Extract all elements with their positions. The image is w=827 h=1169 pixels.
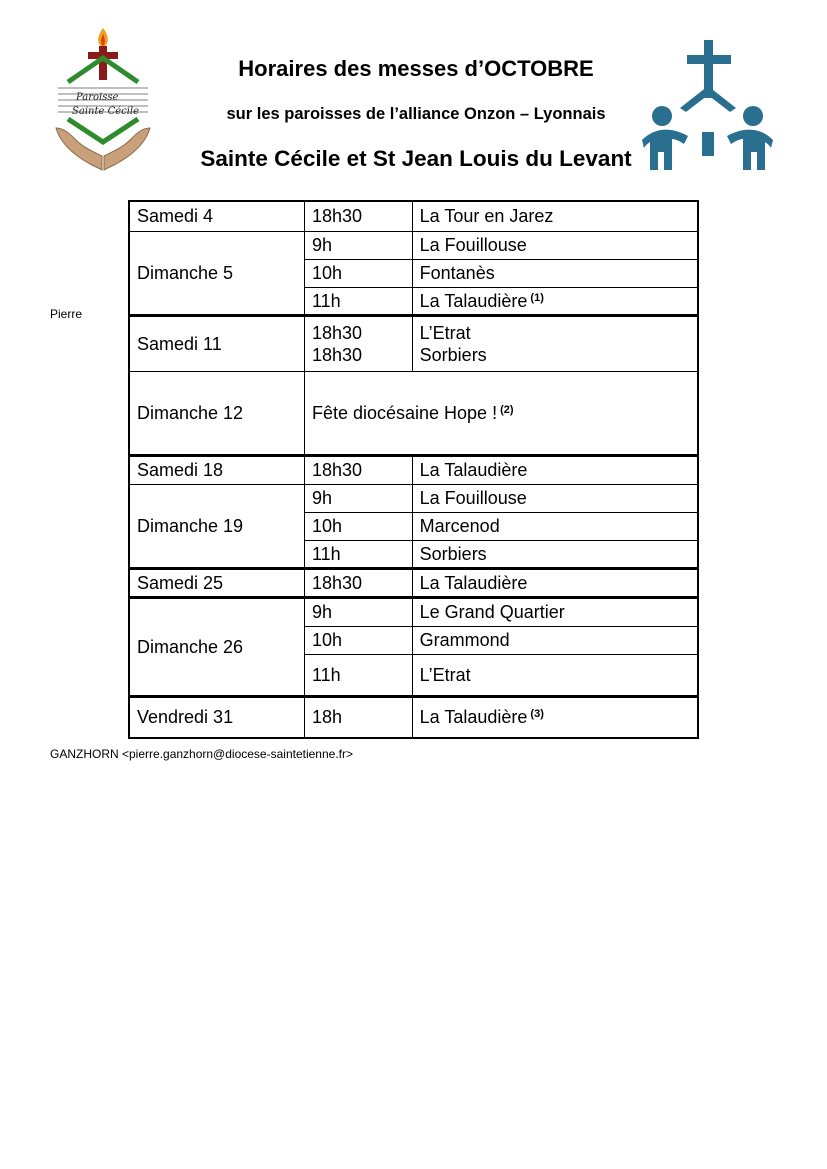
place-cell: La Tour en Jarez xyxy=(412,201,698,231)
parishes-heading: Sainte Cécile et St Jean Louis du Levant xyxy=(200,146,632,171)
time-cell: 11h xyxy=(304,654,412,696)
time-cell: 10h xyxy=(304,626,412,654)
footnote-marker: (2) xyxy=(500,403,514,416)
place-cell xyxy=(412,315,698,371)
time-cell: 10h xyxy=(304,512,412,540)
place-cell: Fontanès xyxy=(412,259,698,287)
place-cell: Marcenod xyxy=(412,512,698,540)
time-cell: 9h xyxy=(304,597,412,626)
time-cell: 9h xyxy=(304,231,412,259)
place-cell xyxy=(412,696,698,738)
table-row xyxy=(129,231,698,259)
day-cell: Samedi 4 xyxy=(129,201,304,231)
page-subtitle: sur les paroisses de l’alliance Onzon – Lyonnais xyxy=(226,105,606,123)
place-cell: La Fouillouse xyxy=(412,231,698,259)
place-cell: La Fouillouse xyxy=(412,484,698,512)
table-row xyxy=(129,696,698,738)
place-cell: La Talaudière xyxy=(412,568,698,597)
table-row xyxy=(129,455,698,484)
footnote-marker: (3) xyxy=(530,708,544,721)
table-row xyxy=(129,484,698,512)
time-cell: 18h xyxy=(304,696,412,738)
place-cell: Sorbiers xyxy=(412,540,698,568)
day-cell: Vendredi 31 xyxy=(129,696,304,738)
place-name: La Talaudière xyxy=(419,707,528,728)
day-cell: Samedi 11 xyxy=(129,315,304,371)
place-cell: Le Grand Quartier xyxy=(412,597,698,626)
table-row xyxy=(129,371,698,455)
table-row xyxy=(129,568,698,597)
place-name: La Talaudière xyxy=(419,290,528,311)
mass-schedule-table xyxy=(128,200,699,739)
day-cell: Dimanche 19 xyxy=(129,484,304,568)
time-cell: 11h xyxy=(304,540,412,568)
time-cell xyxy=(304,315,412,371)
event-name: Fête diocésaine Hope ! xyxy=(311,402,498,423)
time-value: 18h30 xyxy=(311,322,363,343)
table-row xyxy=(129,315,698,371)
time-cell: 10h xyxy=(304,259,412,287)
event-cell xyxy=(304,371,698,455)
day-cell: Dimanche 12 xyxy=(129,371,304,455)
day-cell: Samedi 25 xyxy=(129,568,304,597)
time-cell: 18h30 xyxy=(304,568,412,597)
day-cell: Samedi 18 xyxy=(129,455,304,484)
place-name: Sorbiers xyxy=(419,344,487,365)
time-cell: 11h xyxy=(304,287,412,315)
time-value: 18h30 xyxy=(311,344,363,365)
day-cell: Dimanche 5 xyxy=(129,231,304,315)
church-community-logo xyxy=(640,40,775,177)
time-cell: 18h30 xyxy=(304,201,412,231)
time-cell: 9h xyxy=(304,484,412,512)
svg-text:Paroisse: Paroisse xyxy=(76,92,119,103)
place-cell: La Talaudière xyxy=(412,455,698,484)
table-row xyxy=(129,597,698,626)
author-email-line: GANZHORN <pierre.ganzhorn@diocese-saintetienne.fr> xyxy=(50,747,353,761)
place-cell: Grammond xyxy=(412,626,698,654)
table-row xyxy=(129,201,698,231)
svg-text:Sainte Cécile: Sainte Cécile xyxy=(72,106,140,117)
author-first-name: Pierre xyxy=(50,307,83,321)
footnote-marker: (1) xyxy=(530,291,544,304)
time-cell: 18h30 xyxy=(304,455,412,484)
day-cell: Dimanche 26 xyxy=(129,597,304,696)
page-title: Horaires des messes d’OCTOBRE xyxy=(238,56,594,81)
place-cell: L’Etrat xyxy=(412,654,698,696)
place-name: L’Etrat xyxy=(419,322,471,343)
place-cell xyxy=(412,287,698,315)
